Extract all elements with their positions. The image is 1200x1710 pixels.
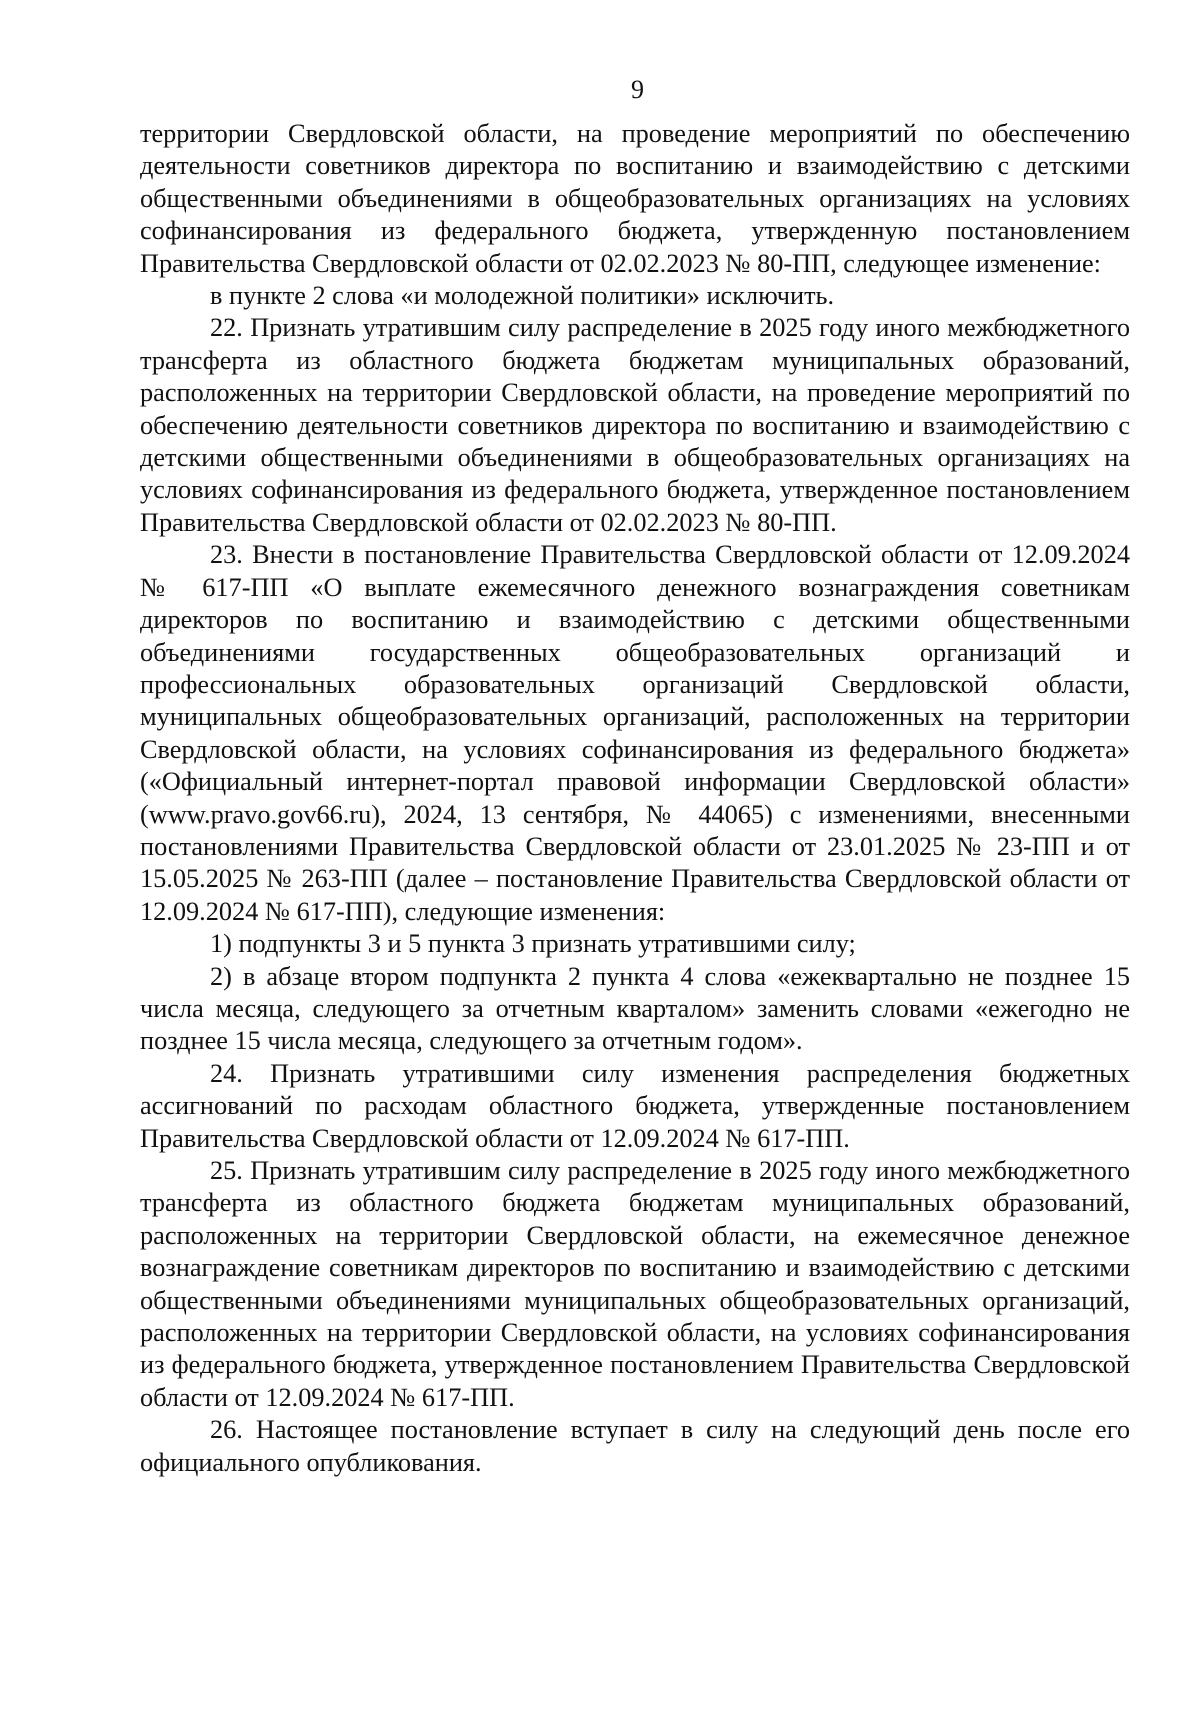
paragraph-continuation: территории Свердловской области, на проведение мероприятий по обеспечению деятельности советников директора по воспитанию и взаимодействию с детскими общественными объединениями в общеобразовательных организациях на условиях софинансирования из федерального бюджета, утвержденную постановлением Правительства Свердловской области от 02.02.2023 № 80-ПП, следующее изменение: xyxy=(140,119,1130,278)
paragraph-item-22: 22. Признать утратившим силу распределение в 2025 году иного межбюджетного трансферта из областного бюджета бюджетам муниципальных образований, расположенных на территории Свердловской области, на проведение мероприятий по обеспечению деятельности советников директора по воспитанию и взаимодействию с детскими общественными объединениями в общеобразовательных организациях на условиях софинансирования из федерального бюджета, утвержденное постановлением Правительства Свердловской области от 02.02.2023 № 80-ПП. xyxy=(140,313,1130,537)
paragraph-subitem-1: 1) подпункты 3 и 5 пункта 3 признать утратившими силу; xyxy=(210,929,856,959)
paragraph-item-25: 25. Признать утратившим силу распределение в 2025 году иного межбюджетного трансферта из областного бюджета бюджетам муниципальных образований, расположенных на территории Свердловской области, на ежемесячное денежное вознаграждение советникам директоров по воспитанию и взаимодействию с детскими общественными объединениями муниципальных общеобразовательных организаций, расположенных на территории Свердловской области, на условиях софинансирования из федерального бюджета, утвержденное постановлением Правительства Свердловской области от 12.09.2024 № 617-ПП. xyxy=(140,1156,1130,1412)
paragraph-item-24: 24. Признать утратившими силу изменения распределения бюджетных ассигнований по расходам областного бюджета, утвержденные постановлением Правительства Свердловской области от 12.09.2024 № 617-ПП. xyxy=(140,1058,1130,1153)
page-number: 9 xyxy=(631,75,644,104)
paragraph-item-26: 26. Настоящее постановление вступает в силу на следующий день после его официального опубликования. xyxy=(140,1415,1130,1477)
document-body xyxy=(140,118,1130,1479)
paragraph-amendment-point-2: в пункте 2 слова «и молодежной политики» исключить. xyxy=(210,281,835,311)
paragraph-subitem-2: 2) в абзаце втором подпункта 2 пункта 4 слова «ежеквартально не позднее 15 числа месяца, следующего за отчетным кварталом» заменить словами «ежегодно не позднее 15 числа месяца, следующего за отчетным годом». xyxy=(140,961,1130,1056)
paragraph-item-23: 23. Внести в постановление Правительства Свердловской области от 12.09.2024 № 617-ПП «О выплате ежемесячного денежного вознаграждения советникам директоров по воспитанию и взаимодействию с детскими общественными объединениями государственных общеобразовательных организаций и профессиональных образовательных организаций Свердловской области, муниципальных общеобразовательных организаций, расположенных на территории Свердловской области, на условиях софинансирования из федерального бюджета» («Официальный интернет-портал правовой информации Свердловской области» (www.pravo.gov66.ru), 2024, 13 сентября, № 44065) с изменениями, внесенными постановлениями Правительства Свердловской области от 23.01.2025 № 23-ПП и от 15.05.2025 № 263-ПП (далее – постановление Правительства Свердловской области от 12.09.2024 № 617-ПП), следующие изменения: xyxy=(140,540,1130,926)
